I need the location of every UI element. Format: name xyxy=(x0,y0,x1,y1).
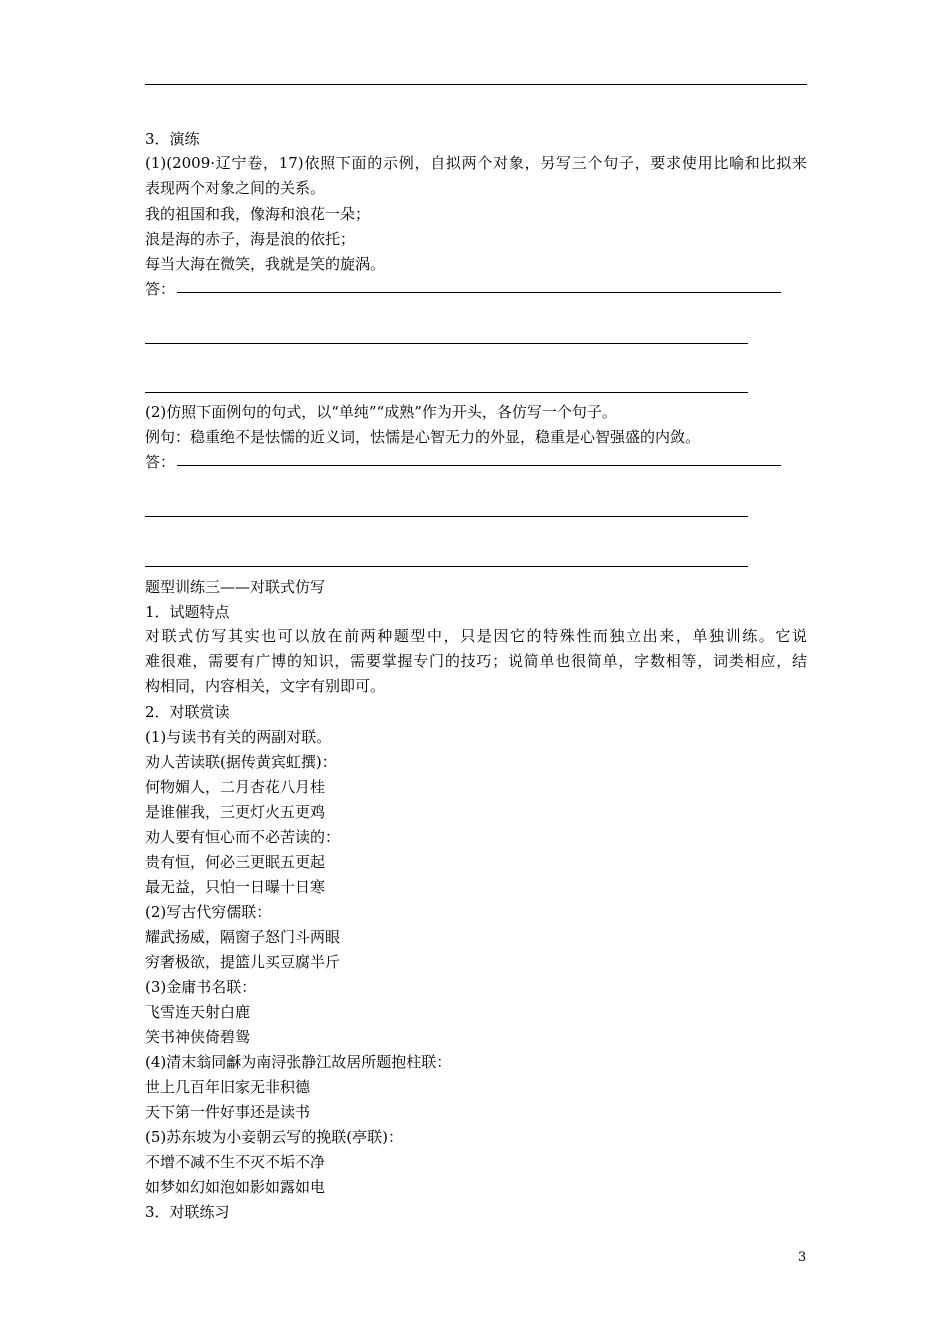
couplet-line: 劝人要有恒心而不必苦读的： xyxy=(145,828,341,846)
page-number: 3 xyxy=(798,1250,807,1265)
couplet-line: (5)苏东坡为小妾朝云写的挽联(亭联)： xyxy=(145,1128,403,1146)
question-2-prompt: (2)仿照下面例句的句式，以“单纯”“成熟”作为开头，各仿写一个句子。 xyxy=(145,403,617,421)
question-1-answer-label: 答： xyxy=(145,280,176,298)
question-1-example-line-1: 我的祖国和我，像海和浪花一朵； xyxy=(145,205,371,223)
question-1-prompt xyxy=(145,151,807,201)
couplet-line: 最无益，只怕一日曝十日寒 xyxy=(145,878,326,896)
couplet-line: 是谁催我，三更灯火五更鸡 xyxy=(145,803,326,821)
question-1-example-line-2: 浪是海的赤子，海是浪的依托； xyxy=(145,230,356,248)
question-2-example: 例句：稳重绝不是怯懦的近义词，怯懦是心智无力的外显，稳重是心智强盛的内敛。 xyxy=(145,428,701,446)
couplet-line: 劝人苦读联(据传黄宾虹撰)： xyxy=(145,753,337,771)
couplet-line: 耀武扬威，隔窗子怒门斗两眼 xyxy=(145,928,341,946)
couplet-line: 如梦如幻如泡如影如露如电 xyxy=(145,1178,326,1196)
couplet-line: 贵有恒，何必三更眠五更起 xyxy=(145,853,326,871)
appreciation-title: 2．对联赏读 xyxy=(145,703,230,721)
question-2-answer-line-3 xyxy=(145,566,748,567)
couplet-line: 何物媚人，二月杏花八月桂 xyxy=(145,778,326,796)
question-1-answer-line-2 xyxy=(145,343,748,344)
question-2-answer-label: 答： xyxy=(145,453,176,471)
section-title-practice: 3．演练 xyxy=(145,130,200,148)
question-2-answer-line-1 xyxy=(177,465,781,466)
features-paragraph xyxy=(145,624,807,699)
couplet-line: (3)金庸书名联： xyxy=(145,978,257,996)
couplet-line: 笑书神侠倚碧鸳 xyxy=(145,1028,251,1046)
couplet-line: 世上几百年旧家无非积德 xyxy=(145,1078,311,1096)
couplet-line: (1)与读书有关的两副对联。 xyxy=(145,728,332,746)
features-paragraph-line-2: 难很难，需要有广博的知识，需要掌握专门的技巧；说简单也很简单，字数相等，词类相应，结 xyxy=(145,652,807,670)
type-3-title: 题型训练三——对联式仿写 xyxy=(145,578,326,596)
couplet-line: 穷奢极欲，提篮儿买豆腐半斤 xyxy=(145,953,341,971)
couplet-line: 天下第一件好事还是读书 xyxy=(145,1103,311,1121)
question-1-answer-line-3 xyxy=(145,392,748,393)
top-answer-line xyxy=(145,84,807,85)
question-1-prompt-line-1: (1)(2009·辽宁卷，17)依照下面的示例，自拟两个对象，另写三个句子，要求使用比喻和比拟来 xyxy=(145,154,807,172)
couplet-line: 飞雪连天射白鹿 xyxy=(145,1003,251,1021)
question-1-prompt-line-2: 表现两个对象之间的关系。 xyxy=(145,179,326,197)
question-1-answer-line-1 xyxy=(177,292,781,293)
features-paragraph-line-3: 构相同，内容相关，文字有别即可。 xyxy=(145,677,386,695)
question-2-answer-line-2 xyxy=(145,516,748,517)
couplet-line: (4)清末翁同龢为南浔张静江故居所题抱柱联： xyxy=(145,1053,452,1071)
features-paragraph-line-1: 对联式仿写其实也可以放在前两种题型中，只是因它的特殊性而独立出来，单独训练。它说 xyxy=(145,627,807,645)
couplet-line: 不增不减不生不灭不垢不净 xyxy=(145,1153,326,1171)
practice-title: 3．对联练习 xyxy=(145,1203,230,1221)
couplet-line: (2)写古代穷儒联： xyxy=(145,903,272,921)
question-1-example-line-3: 每当大海在微笑，我就是笑的旋涡。 xyxy=(145,255,386,273)
features-title: 1．试题特点 xyxy=(145,603,230,621)
